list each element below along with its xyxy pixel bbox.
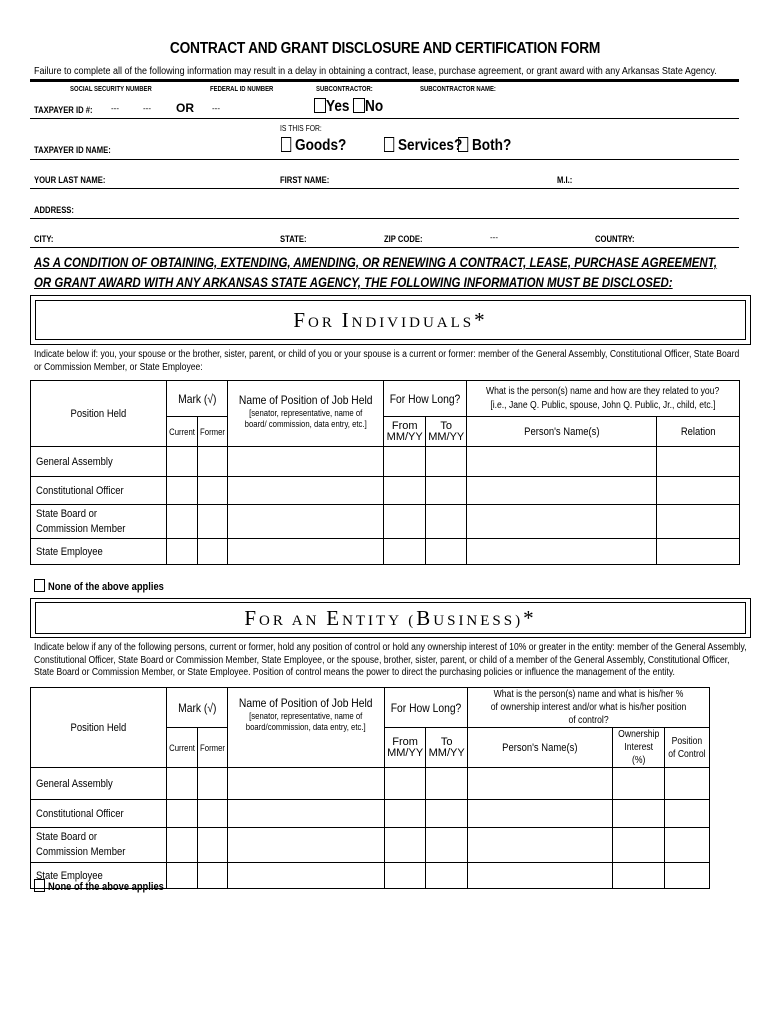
individuals-col-to: To MM/YY xyxy=(425,417,467,447)
services-checkbox[interactable] xyxy=(384,137,394,152)
ownership-cell[interactable] xyxy=(612,800,664,828)
form-title: CONTRACT AND GRANT DISCLOSURE AND CERTIFICATION FORM xyxy=(169,40,601,57)
person-name-cell[interactable] xyxy=(467,863,612,889)
individuals-col-from: From MM/YY xyxy=(384,417,426,447)
to-cell[interactable] xyxy=(426,828,468,863)
taxpayer-name-label: TAXPAYER ID NAME: xyxy=(34,145,111,155)
entity-section-title: FOR AN ENTITY (BUSINESS)* xyxy=(244,605,537,630)
ownership-cell[interactable] xyxy=(612,828,664,863)
from-cell[interactable] xyxy=(384,863,426,889)
to-cell[interactable] xyxy=(426,768,468,800)
both-option[interactable] xyxy=(458,137,511,155)
row-label: State Employee xyxy=(31,539,167,565)
entity-none-checkbox[interactable] xyxy=(34,879,45,892)
city-label: CITY: xyxy=(34,234,54,244)
person-name-cell[interactable] xyxy=(467,828,612,863)
row-line xyxy=(30,159,739,160)
entity-col-person-question: What is the person(s) name and what is his/her % of ownership interest and/or what is his/her position of control? xyxy=(467,688,709,728)
current-cell[interactable] xyxy=(167,800,198,828)
job-cell[interactable] xyxy=(228,863,384,889)
entity-none-applies-option[interactable] xyxy=(34,879,184,893)
divider xyxy=(30,79,739,82)
subcontractor-no-checkbox[interactable] xyxy=(353,98,365,113)
services-label: Services? xyxy=(397,137,463,154)
to-cell[interactable] xyxy=(425,539,467,565)
table-row xyxy=(31,800,710,828)
from-cell[interactable] xyxy=(384,800,426,828)
job-cell[interactable] xyxy=(228,828,384,863)
individuals-col-position-held: Position Held xyxy=(31,381,167,447)
from-cell[interactable] xyxy=(384,447,426,477)
individuals-col-current: Current xyxy=(167,417,198,447)
from-cell[interactable] xyxy=(384,477,426,505)
individuals-section-title: FOR INDIVIDUALS* xyxy=(293,307,488,332)
entity-col-mark: Mark (√) xyxy=(167,688,228,728)
subcontractor-label: SUBCONTRACTOR: xyxy=(316,86,373,93)
federal-id-label: FEDERAL ID NUMBER xyxy=(210,86,274,93)
subcontractor-no-option[interactable] xyxy=(353,98,386,116)
entity-col-to: To MM/YY xyxy=(426,728,468,768)
current-cell[interactable] xyxy=(167,768,198,800)
entity-col-control: Position of Control xyxy=(665,728,710,768)
from-cell[interactable] xyxy=(384,828,426,863)
job-cell[interactable] xyxy=(228,447,384,477)
yes-label: Yes xyxy=(326,98,350,115)
subcontractor-yes-checkbox[interactable] xyxy=(314,98,326,113)
ssn-label: SOCIAL SECURITY NUMBER xyxy=(70,86,152,93)
from-cell[interactable] xyxy=(384,505,426,539)
row-label: Constitutional Officer xyxy=(31,477,167,505)
services-option[interactable] xyxy=(384,137,462,155)
relation-cell[interactable] xyxy=(657,477,739,505)
row-label: Constitutional Officer xyxy=(31,800,167,828)
entity-col-from: From MM/YY xyxy=(384,728,426,768)
goods-checkbox[interactable] xyxy=(281,137,291,152)
control-cell[interactable] xyxy=(665,800,710,828)
entity-instructions: Indicate below if any of the following persons, current or former, hold any position of control or hold any ownership interest of 10% or greater in the entity: member of the General Assembly, Constitutional Officer, State Board or Commission Member, State Employee, or the spouse, brother, sister, parent, or child of a member of the General Assembly, Constitutional Officer, State Board or Commission Member, or State Employee. Position of control means the power to direct the purchasing policies or influence the management of the entity. xyxy=(34,642,747,678)
federal-id-field[interactable]: --- xyxy=(212,104,220,113)
job-cell[interactable] xyxy=(228,539,384,565)
goods-option[interactable] xyxy=(281,137,346,155)
former-cell[interactable] xyxy=(198,477,228,505)
zip-label: ZIP CODE: xyxy=(384,234,423,244)
goods-label: Goods? xyxy=(294,137,347,154)
entity-col-current: Current xyxy=(167,728,198,768)
table-row xyxy=(31,539,740,565)
ownership-cell[interactable] xyxy=(612,863,664,889)
table-row xyxy=(31,447,740,477)
last-name-label: YOUR LAST NAME: xyxy=(34,175,106,185)
person-name-cell[interactable] xyxy=(467,477,657,505)
row-label: State Employee xyxy=(31,863,167,889)
first-name-label: FIRST NAME: xyxy=(280,175,330,185)
current-cell[interactable] xyxy=(167,477,198,505)
row-label: General Assembly xyxy=(31,768,167,800)
to-cell[interactable] xyxy=(425,505,467,539)
entity-col-former: Former xyxy=(198,728,228,768)
former-cell[interactable] xyxy=(198,800,228,828)
former-cell[interactable] xyxy=(198,447,228,477)
subcontractor-name-label: SUBCONTRACTOR NAME: xyxy=(420,86,496,93)
former-cell[interactable] xyxy=(198,863,228,889)
job-cell[interactable] xyxy=(228,800,384,828)
person-name-cell[interactable] xyxy=(467,505,657,539)
none-applies-label: None of the above applies xyxy=(48,581,164,593)
table-row xyxy=(31,477,740,505)
control-cell[interactable] xyxy=(665,828,710,863)
relation-cell[interactable] xyxy=(657,505,739,539)
individuals-col-person-question: What is the person(s) name and how are they related to you? [i.e., Jane Q. Public, spouse, John Q. Public, Jr., child, etc.] xyxy=(467,381,739,417)
current-cell[interactable] xyxy=(167,828,198,863)
ownership-cell[interactable] xyxy=(612,768,664,800)
both-checkbox[interactable] xyxy=(458,137,468,152)
entity-table xyxy=(30,687,710,889)
state-label: STATE: xyxy=(280,234,307,244)
individuals-section-header xyxy=(35,300,746,340)
country-label: COUNTRY: xyxy=(595,234,635,244)
table-row xyxy=(31,505,740,539)
job-cell[interactable] xyxy=(228,505,384,539)
relation-cell[interactable] xyxy=(657,447,739,477)
row-label: State Board or Commission Member xyxy=(31,505,167,539)
no-label: No xyxy=(365,98,384,115)
form-subtitle: Failure to complete all of the following information may result in a delay in obtaining a contract, lease, purchase agreement, or grant award with any Arkansas State Agency. xyxy=(34,66,717,77)
person-name-cell[interactable] xyxy=(467,447,657,477)
to-cell[interactable] xyxy=(426,800,468,828)
control-cell[interactable] xyxy=(665,768,710,800)
person-name-cell[interactable] xyxy=(467,768,612,800)
row-line xyxy=(30,247,739,248)
individuals-col-mark: Mark (√) xyxy=(167,381,228,417)
individuals-none-applies-option[interactable] xyxy=(34,579,184,593)
current-cell[interactable] xyxy=(167,505,198,539)
table-row xyxy=(31,828,710,863)
row-label: State Board or Commission Member xyxy=(31,828,167,863)
current-cell[interactable] xyxy=(167,447,198,477)
entity-col-position-held: Position Held xyxy=(31,688,167,768)
current-cell[interactable] xyxy=(167,539,198,565)
entity-section-header xyxy=(35,602,746,634)
subcontractor-yes-option[interactable] xyxy=(314,98,354,116)
zip-extension-field[interactable]: --- xyxy=(490,233,498,242)
address-label: ADDRESS: xyxy=(34,205,74,215)
former-cell[interactable] xyxy=(198,768,228,800)
former-cell[interactable] xyxy=(198,539,228,565)
control-cell[interactable] xyxy=(665,863,710,889)
entity-col-ownership: Ownership Interest (%) xyxy=(612,728,664,768)
individuals-col-person-names: Person's Name(s) xyxy=(467,417,657,447)
job-cell[interactable] xyxy=(228,477,384,505)
row-label: General Assembly xyxy=(31,447,167,477)
ssn-field-part1[interactable]: --- xyxy=(111,104,119,113)
to-cell[interactable] xyxy=(425,447,467,477)
both-label: Both? xyxy=(471,137,512,154)
individuals-none-checkbox[interactable] xyxy=(34,579,45,592)
job-cell[interactable] xyxy=(228,768,384,800)
individuals-col-how-long: For How Long? xyxy=(384,381,467,417)
individuals-instructions: Indicate below if: you, your spouse or the brother, sister, parent, or child of you or your spouse is a current or former: member of the General Assembly, Constitutional Officer, State Board or Commission Member, or State Employee: xyxy=(34,349,740,373)
none-applies-label: None of the above applies xyxy=(48,881,164,893)
person-name-cell[interactable] xyxy=(467,539,657,565)
table-row xyxy=(31,768,710,800)
former-cell[interactable] xyxy=(198,828,228,863)
or-label: OR xyxy=(176,101,194,115)
disclosure-condition-line1: AS A CONDITION OF OBTAINING, EXTENDING, AMENDING, OR RENEWING A CONTRACT, LEASE, PURCHASE AGREEMENT, xyxy=(34,254,718,270)
to-cell[interactable] xyxy=(425,477,467,505)
taxpayer-id-label: TAXPAYER ID #: xyxy=(34,105,93,115)
individuals-col-former: Former xyxy=(198,417,228,447)
mi-label: M.I.: xyxy=(557,175,573,185)
entity-col-how-long: For How Long? xyxy=(384,688,467,728)
person-name-cell[interactable] xyxy=(467,800,612,828)
row-line xyxy=(30,118,739,119)
entity-col-job-title: Name of Position of Job Held [senator, representative, name of board/commission, data entry, etc.] xyxy=(228,688,384,768)
disclosure-condition-line2: OR GRANT AWARD WITH ANY ARKANSAS STATE AGENCY, THE FOLLOWING INFORMATION MUST BE DISCLOSED: xyxy=(34,274,673,290)
from-cell[interactable] xyxy=(384,539,426,565)
former-cell[interactable] xyxy=(198,505,228,539)
from-cell[interactable] xyxy=(384,768,426,800)
row-line xyxy=(30,188,739,189)
is-this-for-label: IS THIS FOR: xyxy=(280,124,322,133)
entity-col-person-names: Person's Name(s) xyxy=(467,728,612,768)
row-line xyxy=(30,218,739,219)
individuals-col-job-title: Name of Position of Job Held [senator, representative, name of board/ commission, data entry, etc.] xyxy=(228,381,384,447)
individuals-col-relation: Relation xyxy=(657,417,739,447)
individuals-table xyxy=(30,380,740,565)
relation-cell[interactable] xyxy=(657,539,739,565)
to-cell[interactable] xyxy=(426,863,468,889)
ssn-field-part2[interactable]: --- xyxy=(143,104,151,113)
